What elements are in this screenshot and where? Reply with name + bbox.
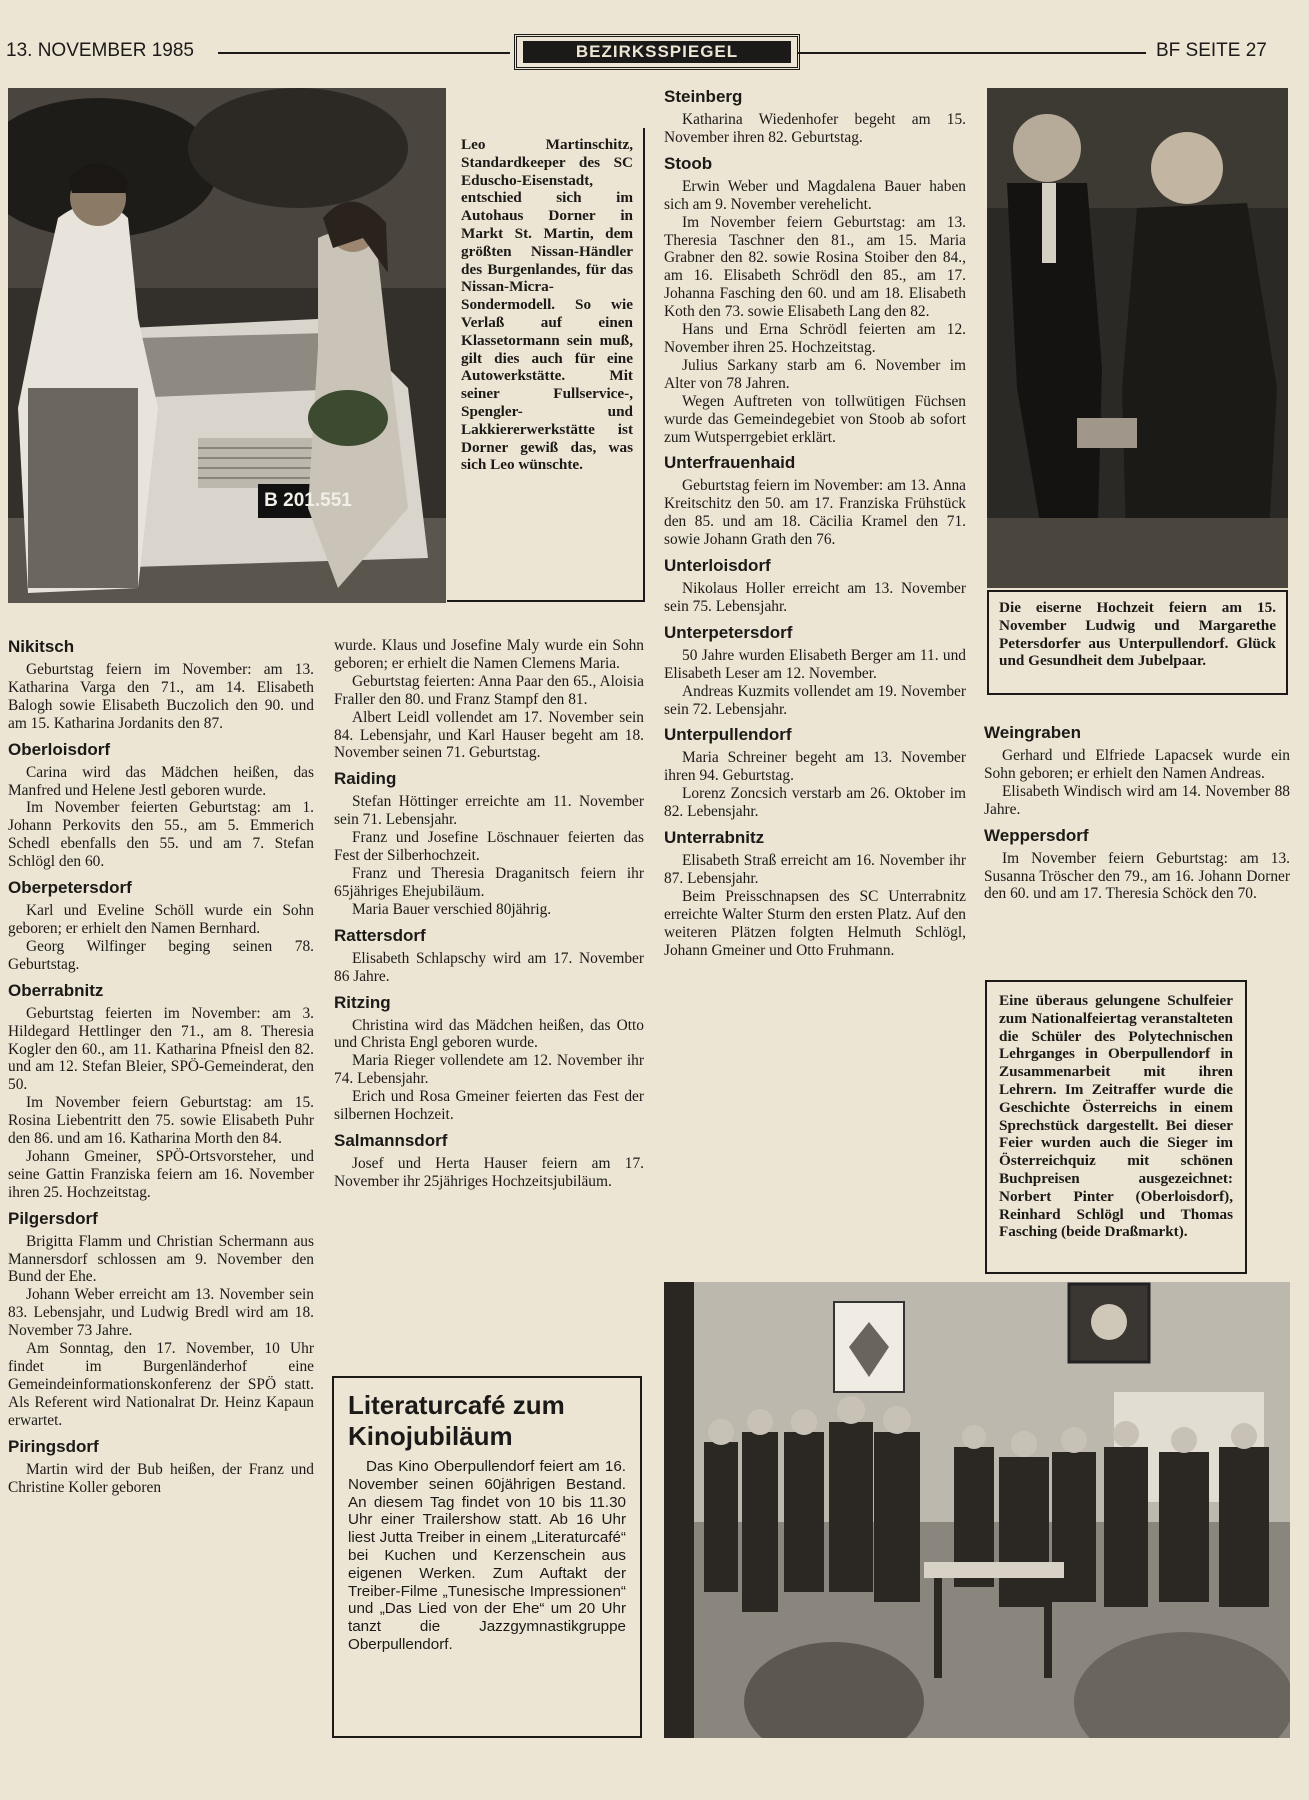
notice-oberrabnitz — [8, 981, 314, 1202]
notice-title: Unterpullendorf — [664, 725, 792, 745]
section-title: BEZIRKSSPIEGEL — [523, 41, 791, 63]
notice-rattersdorf — [334, 926, 644, 986]
notice-text: Franz und Josefine Löschnauer feierten das Fest der Silberhochzeit. — [334, 829, 644, 865]
notice-text: Im November feierten Geburtstag: am 1. Johann Perkovits den 55., am 5. Emmerich Schedl ebenfalls den 55. und am 7. Stefan Schlögl den 60. — [8, 799, 314, 871]
notice-text: Christina wird das Mädchen heißen, das Otto und Christa Engl geboren wurde. — [334, 1016, 644, 1052]
header-rule-left — [218, 52, 510, 54]
notice-text: Maria Bauer verschied 80jährig. — [352, 900, 552, 918]
notice-text: Geburtstag feierten im November: am 3. Hildegard Hettlinger den 71., am 8. Theresia Kogler den 60., am 11. Katharina Pfneisl den 82. und am 12. Stefan Bleier, SPÖ-Gemeinderat, den 50. — [8, 1004, 314, 1094]
car-photo-drawing — [8, 88, 446, 603]
column-1 — [8, 630, 314, 1496]
school-photo-drawing — [664, 1282, 1290, 1738]
notice-unterpullendorf — [664, 725, 966, 821]
notice-text: Im November feiern Geburtstag: am 15. Rosina Liebentritt den 75. sowie Elisabeth Puhr den 86. und am 16. Katharina Morth den 84. — [8, 1094, 314, 1148]
notice-title: Unterrabnitz — [664, 828, 765, 848]
notice-text: Wegen Auftreten von tollwütigen Füchsen wurde das Gemeindegebiet von Stoob ab sofort zum Wutsperrgebiet erklärt. — [664, 392, 966, 446]
notice-text: Maria Rieger vollendete am 12. November ihr 74. Lebensjahr. — [334, 1052, 644, 1088]
couple-photo — [987, 88, 1288, 588]
notice-title: Steinberg — [664, 87, 743, 106]
page-number: BF SEITE 27 — [1156, 40, 1267, 61]
notice-title: Weingraben — [984, 723, 1081, 742]
notice-steinberg — [664, 87, 966, 147]
couple-caption: Die eiserne Hochzeit feiern am 15. November Ludwig und Margarethe Petersdorfer aus Unterpullendorf. Glück und Gesundheit dem Jubelpaar. — [987, 590, 1288, 695]
notice-unterrabnitz — [664, 828, 966, 959]
notice-ritzing — [334, 993, 644, 1124]
notice-text: Johann Gmeiner, SPÖ-Ortsvorsteher, und seine Gattin Franziska feiern am 16. November ihren 25. Hochzeitstag. — [8, 1147, 314, 1201]
notice-text: Johann Weber erreicht am 13. November sein 83. Lebensjahr, und Ludwig Bredl wird am 18. November 73 Jahre. — [8, 1286, 314, 1340]
notice-text: Brigitta Flamm und Christian Schermann aus Mannersdorf schlossen am 9. November den Bund der Ehe. — [8, 1232, 314, 1286]
car-photo — [8, 88, 446, 603]
notice-text: Martin wird der Bub heißen, der Franz und Christine Koller geboren — [8, 1460, 314, 1496]
notice-unterpetersdorf — [664, 623, 966, 719]
notice-weingraben — [984, 723, 1290, 819]
notice-text: Gerhard und Elfriede Lapacsek wurde ein Sohn geboren; er erhielt den Namen Andreas. — [984, 747, 1290, 782]
notice-text: Carina wird das Mädchen heißen, das Manfred und Helene Jestl geboren wurde. — [8, 763, 314, 799]
section-banner — [514, 34, 800, 70]
notice-piringsdorf-continued — [334, 637, 644, 762]
notice-text: Lorenz Zoncsich verstarb am 26. Oktober im 82. Lebensjahr. — [664, 785, 966, 821]
notice-title: Stoob — [664, 153, 713, 173]
notice-text: Josef und Herta Hauser feiern am 17. November ihr 25jähriges Hochzeitsjubiläum. — [334, 1154, 644, 1190]
notice-pilgersdorf — [8, 1209, 314, 1430]
notice-title: Rattersdorf — [334, 925, 426, 945]
notice-text: Am Sonntag, den 17. November, 10 Uhr findet im Burgenländerhof eine Gemeindeinformationskonferenz der SPÖ statt. Als Referent wird Nationalrat Dr. Heinz Kapaun erwartet. — [8, 1340, 314, 1429]
notice-text: 50 Jahre wurden Elisabeth Berger am 11. und Elisabeth Leser am 12. November. — [664, 646, 966, 682]
notice-text: Geburtstag feiern im November: am 13. Katharina Varga den 71., am 14. Elisabeth Balogh sowie Elisabeth Buczolich den 90. und am 15. Katharina Jordanits den 87. — [8, 661, 314, 732]
notice-title: Piringsdorf — [8, 1436, 99, 1456]
literaturcafe-box — [332, 1376, 642, 1738]
notice-unterloisdorf — [664, 556, 966, 616]
notice-title: Raiding — [334, 769, 397, 789]
license-plate: B 201.551 — [264, 490, 352, 511]
notice-title: Oberrabnitz — [8, 980, 104, 1000]
school-caption: Eine überaus gelungene Schulfeier zum Nationalfeiertag veranstalteten die Schüler des Polytechnischen Lehrganges in Oberpullendorf in Zusammenarbeit mit ihren Lehrern. Im Zeitraffer wurde die Geschichte Österreichs in einem Sprechstück dargestellt. Bei dieser Feier wurden auch die Sieger im Österreichquiz mit schönen Buchpreisen ausgezeichnet: Norbert Pinter (Oberloisdorf), Reinhard Schlögl und Thomas Fasching (beide Draßmarkt). — [985, 980, 1247, 1274]
column-3 — [664, 80, 966, 960]
notice-text: Erich und Rosa Gmeiner feierten das Fest der silbernen Hochzeit. — [334, 1088, 644, 1124]
notice-raiding — [334, 769, 644, 918]
notice-title: Nikitsch — [8, 637, 75, 656]
notice-unterfrauenhaid — [664, 453, 966, 549]
notice-text: Elisabeth Windisch wird am 14. November 88 Jahre. — [984, 782, 1290, 818]
notice-text: Andreas Kuzmits vollendet am 19. November sein 72. Lebensjahr. — [664, 682, 966, 718]
notice-text: Elisabeth Schlapschy wird am 17. November 86 Jahre. — [334, 949, 644, 985]
literaturcafe-text: Das Kino Oberpullendorf feiert am 16. November seinen 60jährigen Bestand. An diesem Tag findet von 10 bis 11.30 Uhr einer Trailershow statt. Ab 16 Uhr liest Jutta Treiber in einem „Literaturcafé“ bei Kuchen und Kerzenschein aus eigenen Werken. Zum Auftakt der Treiber-Filme „Tunesische Impressionen“ und „Das Lied von der Ehe“ um 20 Uhr tanzt die Jazzgymnastikgruppe Oberpullendorf. — [348, 1458, 626, 1653]
notice-text: Georg Wilfinger beging seinen 78. Geburtstag. — [8, 937, 314, 973]
notice-oberloisdorf — [8, 740, 314, 871]
column-2 — [334, 637, 644, 1191]
notice-text: Karl und Eveline Schöll wurde ein Sohn geboren; er erhielt den Namen Bernhard. — [8, 902, 314, 937]
notice-text: Maria Schreiner begeht am 13. November ihren 94. Geburtstag. — [664, 749, 966, 785]
notice-oberpetersdorf — [8, 878, 314, 974]
literaturcafe-title: Literaturcafé zum Kinojubiläum — [348, 1390, 565, 1451]
couple-photo-drawing — [987, 88, 1288, 588]
notice-text: Erwin Weber und Magdalena Bauer haben sich am 9. November verehelicht. — [664, 177, 966, 213]
notice-title: Unterfrauenhaid — [664, 453, 796, 473]
notice-title: Weppersdorf — [984, 825, 1089, 845]
notice-text: Stefan Höttinger erreichte am 11. November sein 71. Lebensjahr. — [334, 793, 644, 829]
notice-text: Beim Preisschnapsen des SC Unterrabnitz erreichte Walter Sturm den ersten Platz. Auf den weiteren Plätzen folgten Helmuth Schlögl, Johann Gmeiner und Otto Fruhmann. — [664, 887, 966, 959]
notice-title: Pilgersdorf — [8, 1208, 98, 1228]
notice-nikitsch — [8, 637, 314, 733]
notice-text: Elisabeth Straß erreicht am 16. November ihr 87. Lebensjahr. — [664, 852, 966, 887]
notice-text: Katharina Wiedenhofer begeht am 15. November ihren 82. Geburtstag. — [664, 111, 966, 146]
header-rule-right — [798, 52, 1146, 54]
notice-title: Ritzing — [334, 992, 391, 1012]
notice-title: Oberpetersdorf — [8, 878, 132, 898]
notice-text: Im November feiern Geburtstag: am 13. Susanna Tröscher den 79., am 16. Johann Dorner den 60. und am 17. Theresia Schöck den 70. — [984, 849, 1290, 903]
notice-text: Albert Leidl vollendet am 17. November sein 84. Lebensjahr, und Karl Hauser begeht am 18. November seinen 71. Geburtstag. — [334, 708, 644, 762]
notice-text: wurde. Klaus und Josefine Maly wurde ein Sohn geboren; er erhielt die Namen Clemens Maria. — [334, 637, 644, 672]
column-4 — [984, 716, 1290, 903]
car-caption: Leo Martinschitz, Standardkeeper des SC Eduscho-Eisenstadt, entschied sich im Autohaus Dorner in Markt St. Martin, dem größten Nissan-Händler des Burgenlandes, für das Nissan-Micra-Sondermodell. So wie Verlaß auf einen Klassetormann sein muß, gilt dies auch für eine Autowerkstätte. Mit seiner Fullservice-, Spengler- und Lakkiererwerkstätte ist Dorner gewiß das, was sich Leo wünschte. — [447, 128, 645, 602]
notice-text: Franz und Theresia Draganitsch feiern ihr 65jähriges Ehejubiläum. — [334, 864, 644, 900]
notice-text: Im November feiern Geburtstag: am 13. Theresia Taschner den 81., am 15. Maria Grabner den 82. sowie Rosina Stoiber den 84., am 16. Elisabeth Schrödl den 85., am 17. Johanna Fasching den 60. und am 18. Elisabeth Koth den 73. sowie Elisabeth Lang den 82. — [664, 213, 966, 321]
school-photo — [664, 1282, 1290, 1738]
notice-salmannsdorf — [334, 1131, 644, 1191]
notice-text: Julius Sarkany starb am 6. November im Alter von 78 Jahren. — [664, 356, 966, 392]
notice-text: Nikolaus Holler erreicht am 13. November sein 75. Lebensjahr. — [664, 580, 966, 615]
issue-date: 13. NOVEMBER 1985 — [6, 40, 194, 61]
notice-title: Unterpetersdorf — [664, 622, 793, 642]
notice-text: Geburtstag feierten: Anna Paar den 65., Aloisia Fraller den 80. und Franz Stampf den 81. — [334, 672, 644, 708]
notice-piringsdorf — [8, 1437, 314, 1497]
notice-text: Hans und Erna Schrödl feierten am 12. November ihren 25. Hochzeitstag. — [664, 321, 966, 356]
notice-stoob — [664, 154, 966, 447]
notice-title: Oberloisdorf — [8, 739, 111, 759]
notice-title: Unterloisdorf — [664, 556, 771, 576]
notice-text: Geburtstag feiern im November: am 13. Anna Kreitschitz den 50. am 17. Franziska Frühstück den 85. und am 18. Cäcilia Kramel den 71. sowie Johann Grath den 76. — [664, 477, 966, 549]
notice-weppersdorf — [984, 826, 1290, 904]
notice-title: Salmannsdorf — [334, 1130, 448, 1150]
